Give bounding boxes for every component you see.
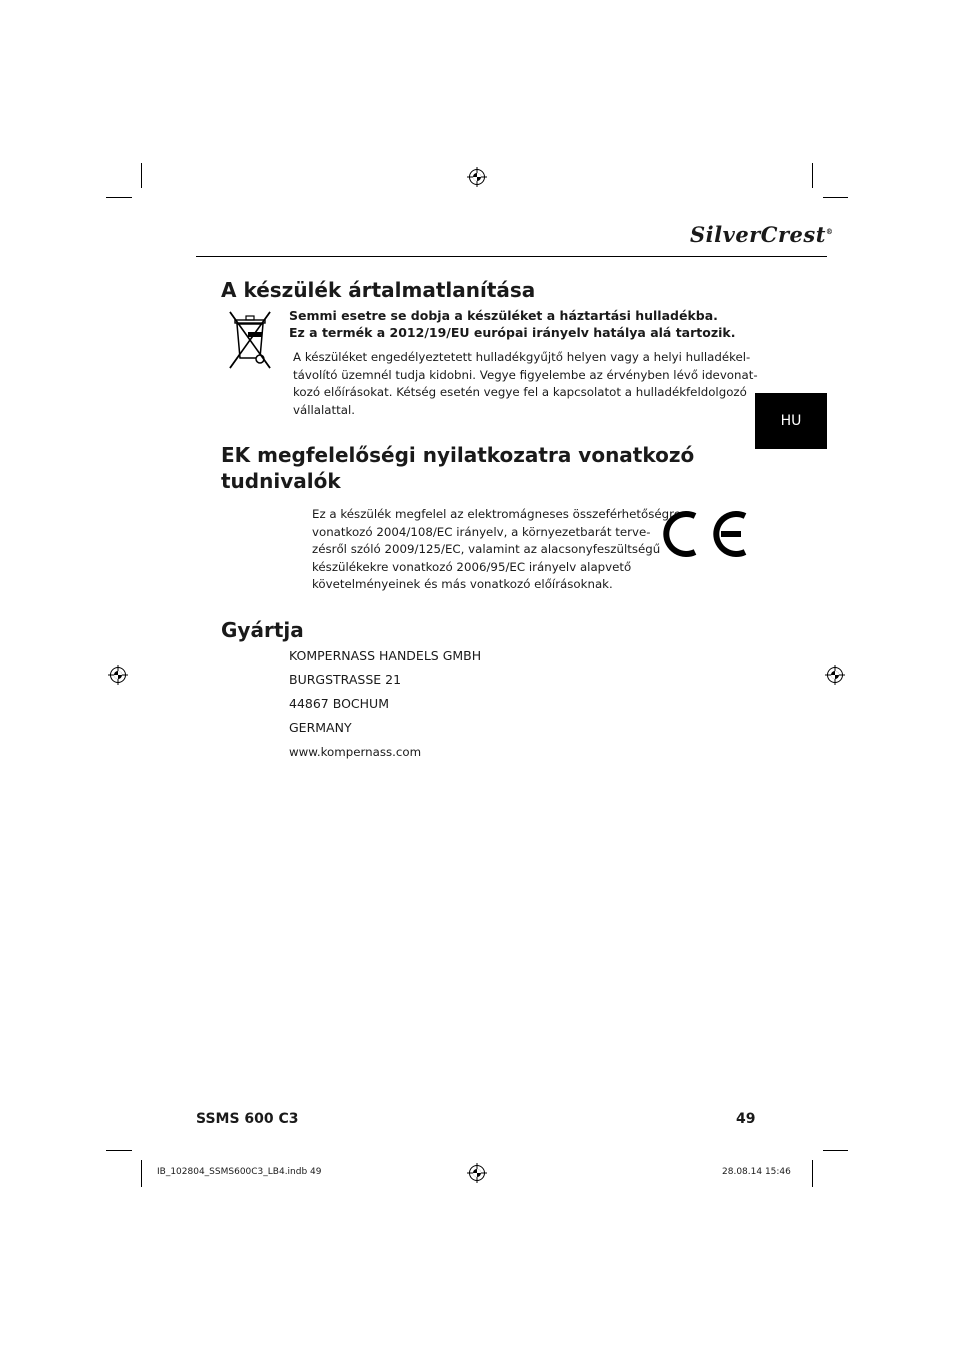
header-rule bbox=[196, 256, 827, 257]
brand-logo-text: SilverCrest bbox=[690, 222, 826, 247]
disposal-body-line: vállalattal. bbox=[293, 403, 356, 417]
registered-mark: ® bbox=[825, 227, 834, 236]
ce-mark-icon bbox=[655, 509, 751, 559]
crossed-out-wheelie-bin-icon bbox=[222, 308, 278, 372]
disposal-warning-line: Semmi esetre se dobja a készüléket a háztartási hulladékba. bbox=[289, 308, 718, 323]
language-tab bbox=[755, 393, 827, 449]
section-heading-manufacturer: Gyártja bbox=[221, 618, 304, 642]
manufacturer-line: KOMPERNASS HANDELS GMBH bbox=[289, 648, 482, 663]
brand-logo bbox=[690, 222, 834, 247]
slug-file-info: IB_102804_SSMS600C3_LB4.indb 49 bbox=[157, 1167, 322, 1177]
slug-date: 28.08.14 15:46 bbox=[722, 1167, 791, 1177]
page-number: 49 bbox=[736, 1111, 756, 1127]
section-heading-ce-line2: tudnivalók bbox=[221, 469, 341, 493]
crop-mark bbox=[141, 163, 142, 188]
section-heading-disposal: A készülék ártalmatlanítása bbox=[221, 278, 536, 302]
footer-model: SSMS 600 C3 bbox=[196, 1111, 299, 1127]
language-tab-label: HU bbox=[780, 413, 802, 429]
registration-mark-icon bbox=[825, 665, 845, 685]
crop-mark bbox=[823, 1150, 848, 1151]
ce-body-line: követelményeinek és más vonatkozó előírásoknak. bbox=[312, 577, 613, 591]
crop-mark bbox=[141, 1160, 142, 1187]
crop-mark bbox=[812, 163, 813, 188]
disposal-body-line: A készüléket engedélyeztetett hulladékgyűjtő helyen vagy a helyi hulladékel- bbox=[293, 350, 751, 364]
disposal-body-line: kozó előírásokat. Kétség esetén vegye fel a kapcsolatot a hulladékfeldolgozó bbox=[293, 385, 747, 399]
section-heading-ce-line1: EK megfelelőségi nyilatkozatra vonatkozó bbox=[221, 443, 695, 467]
ce-body-line: készülékekre vonatkozó 2006/95/EC irányelv alapvető bbox=[312, 560, 632, 574]
crop-mark bbox=[106, 1150, 132, 1151]
manufacturer-website: www.kompernass.com bbox=[289, 745, 422, 759]
crop-mark bbox=[823, 197, 848, 198]
crop-mark bbox=[812, 1160, 813, 1187]
crop-mark bbox=[106, 197, 132, 198]
registration-mark-icon bbox=[108, 665, 128, 685]
ce-body-line: Ez a készülék megfelel az elektromágneses összeférhetőségre bbox=[312, 507, 681, 521]
ce-body-line: vonatkozó 2004/108/EC irányelv, a környezetbarát terve- bbox=[312, 525, 651, 539]
disposal-body-line: távolító üzemnél tudja kidobni. Vegye figyelembe az érvényben lévő idevonat- bbox=[293, 368, 758, 382]
ce-body-line: zésről szóló 2009/125/EC, valamint az alacsonyfeszültségű bbox=[312, 542, 661, 556]
manufacturer-line: GERMANY bbox=[289, 720, 352, 735]
registration-mark-icon bbox=[467, 1163, 487, 1183]
manufacturer-line: BURGSTRASSE 21 bbox=[289, 672, 402, 687]
disposal-warning-line: Ez a termék a 2012/19/EU európai irányelv hatálya alá tartozik. bbox=[289, 325, 736, 340]
manufacturer-line: 44867 BOCHUM bbox=[289, 696, 389, 711]
registration-mark-icon bbox=[467, 167, 487, 187]
